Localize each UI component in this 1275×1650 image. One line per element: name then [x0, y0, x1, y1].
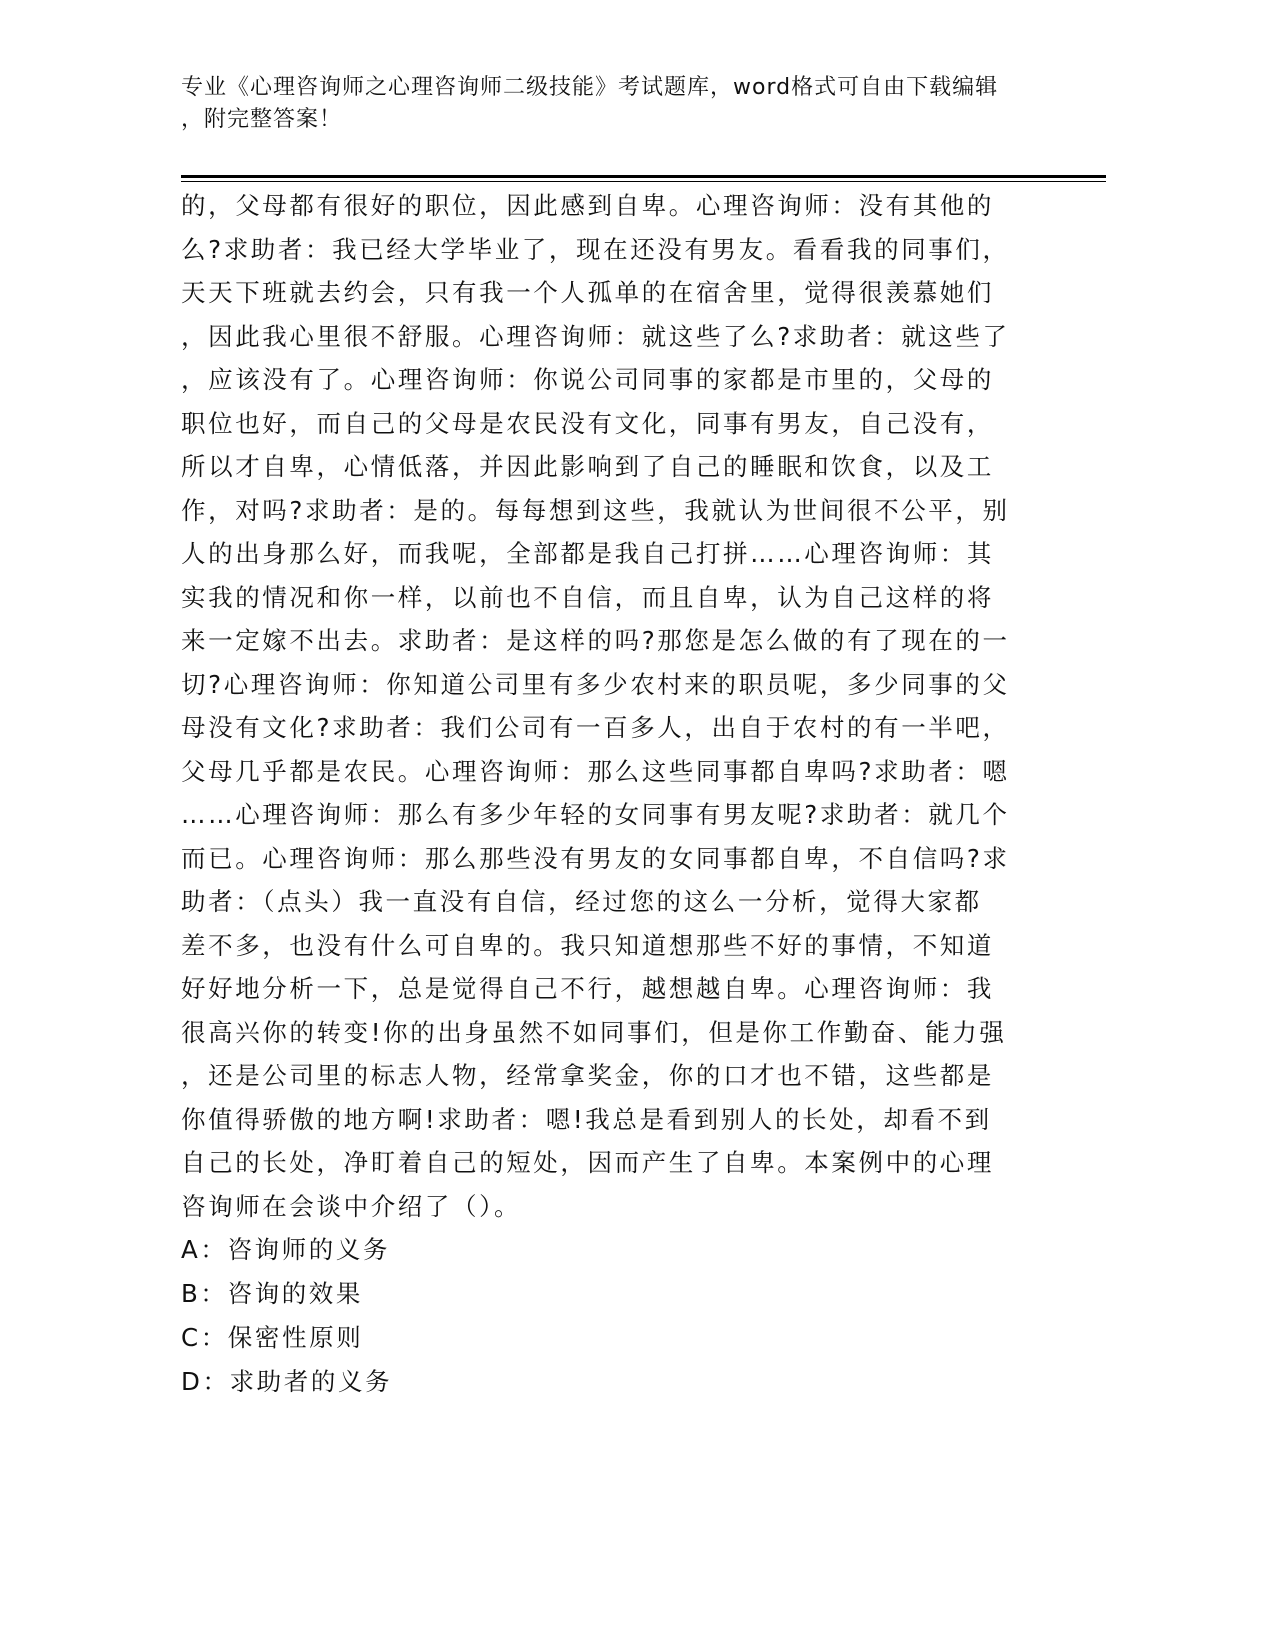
question-line: ……心理咨询师：那么有多少年轻的女同事有男友呢?求助者：就几个 [181, 800, 1010, 829]
question-line: 助者：（点头）我一直没有自信，经过您的这么一分析，觉得大家都 [181, 887, 982, 916]
question-line: 职位也好，而自己的父母是农民没有文化，同事有男友，自己没有， [181, 408, 994, 438]
question-line: 么?求助者：我已经大学毕业了，现在还没有男友。看看我的同事们， [181, 234, 1010, 264]
header-rule-thin [181, 181, 1106, 182]
question-line: 实我的情况和你一样，以前也不自信，而且自卑，认为自己这样的将 [181, 582, 994, 612]
question-line: 母没有文化?求助者：我们公司有一百多人，出自于农村的有一半吧， [181, 713, 1010, 742]
header-line-2: ，附完整答案！ [181, 107, 343, 132]
question-line: 所以才自卑，心情低落，并因此影响到了自己的睡眠和饮食，以及工 [181, 452, 994, 481]
question-line: 差不多，也没有什么可自卑的。我只知道想那些不好的事情，不知道 [181, 930, 994, 960]
question-line: 很高兴你的转变!你的出身虽然不如同事们，但是你工作勤奋、能力强 [181, 1017, 1007, 1047]
answer-option-c: C：保密性原则 [181, 1323, 364, 1352]
question-line: 切?心理咨询师：你知道公司里有多少农村来的职员呢，多少同事的父 [181, 669, 1010, 699]
question-line: 父母几乎都是农民。心理咨询师：那么这些同事都自卑吗?求助者：嗯 [181, 756, 1010, 786]
question-line: 咨询师在会谈中介绍了（）。 [181, 1191, 522, 1221]
question-line: ，应该没有了。心理咨询师：你说公司同事的家都是市里的，父母的 [181, 365, 994, 394]
answer-option-b: B：咨询的效果 [181, 1279, 364, 1308]
answer-options [181, 1228, 1081, 1404]
answer-option-d: D：求助者的义务 [181, 1367, 393, 1396]
question-line: 的，父母都有很好的职位，因此感到自卑。心理咨询师：没有其他的 [181, 191, 994, 220]
question-line: ，因此我心里很不舒服。心理咨询师：就这些了么?求助者：就这些了 [181, 321, 1010, 351]
header-line-1: 专业《心理咨询师之心理咨询师二级技能》考试题库，word格式可自由下载编辑 [181, 75, 999, 100]
question-line: 来一定嫁不出去。求助者：是这样的吗?那您是怎么做的有了现在的一 [181, 626, 1010, 655]
answer-option-a: A：咨询师的义务 [181, 1235, 391, 1264]
question-line: 你值得骄傲的地方啊!求助者：嗯!我总是看到别人的长处，却看不到 [181, 1104, 992, 1134]
question-line: 人的出身那么好，而我呢，全部都是我自己打拼……心理咨询师：其 [181, 539, 994, 568]
document-header [181, 72, 1041, 136]
question-line: 作，对吗?求助者：是的。每每想到这些，我就认为世间很不公平，别 [181, 495, 1010, 525]
question-line: 而已。心理咨询师：那么那些没有男友的女同事都自卑，不自信吗?求 [181, 843, 1010, 873]
question-line: 天天下班就去约会，只有我一个人孤单的在宿舍里，觉得很羡慕她们 [181, 278, 994, 307]
question-line: 好好地分析一下，总是觉得自己不行，越想越自卑。心理咨询师：我 [181, 974, 994, 1003]
question-body [181, 184, 1081, 1404]
question-line: 自己的长处，净盯着自己的短处，因而产生了自卑。本案例中的心理 [181, 1148, 994, 1177]
question-line: ，还是公司里的标志人物，经常拿奖金，你的口才也不错，这些都是 [181, 1061, 994, 1090]
header-rule-thick [181, 175, 1106, 178]
question-text [181, 184, 1081, 1228]
